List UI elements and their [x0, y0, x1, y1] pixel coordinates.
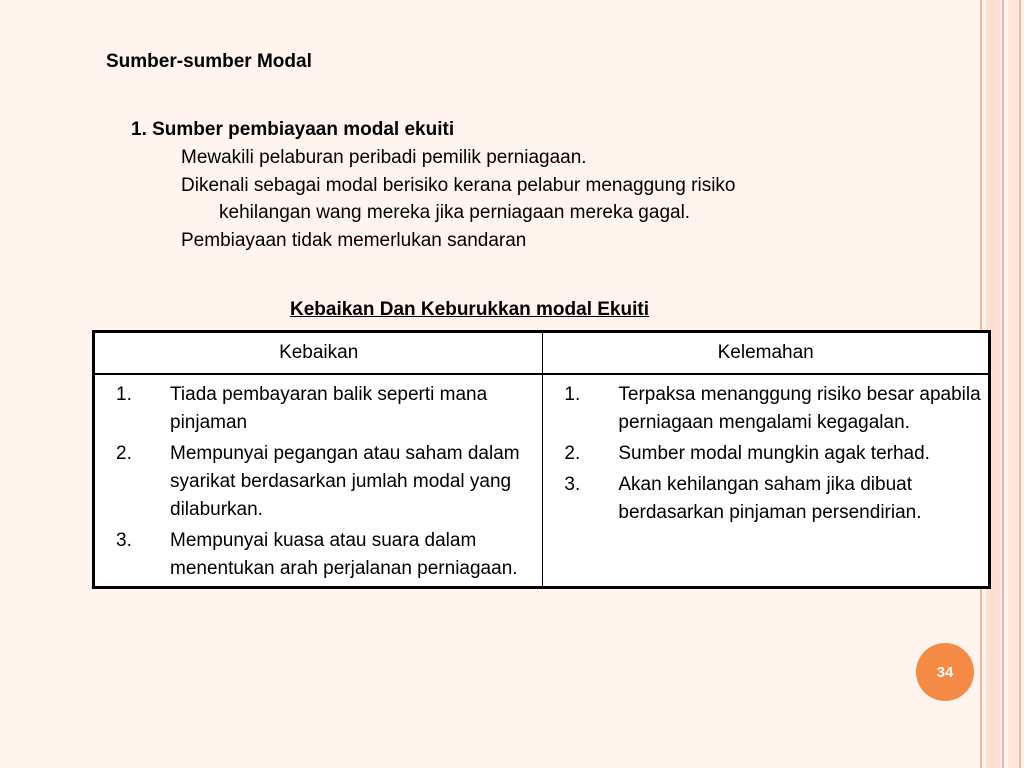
kelemahan-cell — [543, 374, 990, 588]
item-text: Terpaksa menanggung risiko besar apabila perniagaan mengalami kegagalan. — [618, 384, 981, 433]
page-number-badge — [916, 643, 974, 701]
list-item — [95, 527, 536, 583]
item-text: Mempunyai pegangan atau saham dalam syarikat berdasarkan jumlah modal yang dilaburkan. — [170, 443, 520, 520]
item-text: Mempunyai kuasa atau suara dalam menentukan arah perjalanan perniagaan. — [170, 530, 518, 579]
table-title: Kebaikan Dan Keburukkan modal Ekuiti — [290, 299, 649, 320]
border-stripe — [1002, 0, 1004, 768]
comparison-table — [92, 330, 991, 589]
item-text: Akan kehilangan saham jika dibuat berdasarkan pinjaman persendirian. — [618, 474, 922, 523]
item-text: Sumber modal mungkin agak terhad. — [618, 443, 930, 464]
bullet-line: Dikenali sebagai modal berisiko kerana pelabur menaggung risiko — [181, 175, 736, 196]
table-row — [94, 374, 990, 588]
header-kelemahan: Kelemahan — [543, 332, 990, 375]
item-number: 2. — [116, 443, 132, 464]
border-stripe — [1008, 0, 1018, 768]
list-item — [95, 440, 536, 524]
bullet-line-continued: kehilangan wang mereka jika perniagaan mereka gagal. — [219, 202, 691, 223]
header-kebaikan: Kebaikan — [94, 332, 543, 375]
item-number: 3. — [564, 474, 581, 495]
list-item — [543, 471, 982, 527]
list-item — [543, 440, 982, 468]
list-item — [95, 381, 536, 437]
item-number: 2. — [564, 443, 581, 464]
table-header-row — [94, 332, 990, 375]
bullet-line: Pembiayaan tidak memerlukan sandaran — [181, 230, 527, 251]
list-item — [543, 381, 982, 437]
border-stripe — [1019, 0, 1021, 768]
item-number: 1. — [116, 384, 132, 405]
bullet-line: Mewakili pelaburan peribadi pemilik perniagaan. — [181, 147, 587, 168]
item-number: 1. — [564, 384, 581, 405]
slide-heading: Sumber-sumber Modal — [106, 51, 312, 72]
kebaikan-cell — [94, 374, 543, 588]
item-text: Tiada pembayaran balik seperti mana pinjaman — [170, 384, 488, 433]
section-title: 1. Sumber pembiayaan modal ekuiti — [131, 119, 455, 140]
page-number: 34 — [936, 663, 954, 681]
item-number: 3. — [116, 530, 132, 551]
